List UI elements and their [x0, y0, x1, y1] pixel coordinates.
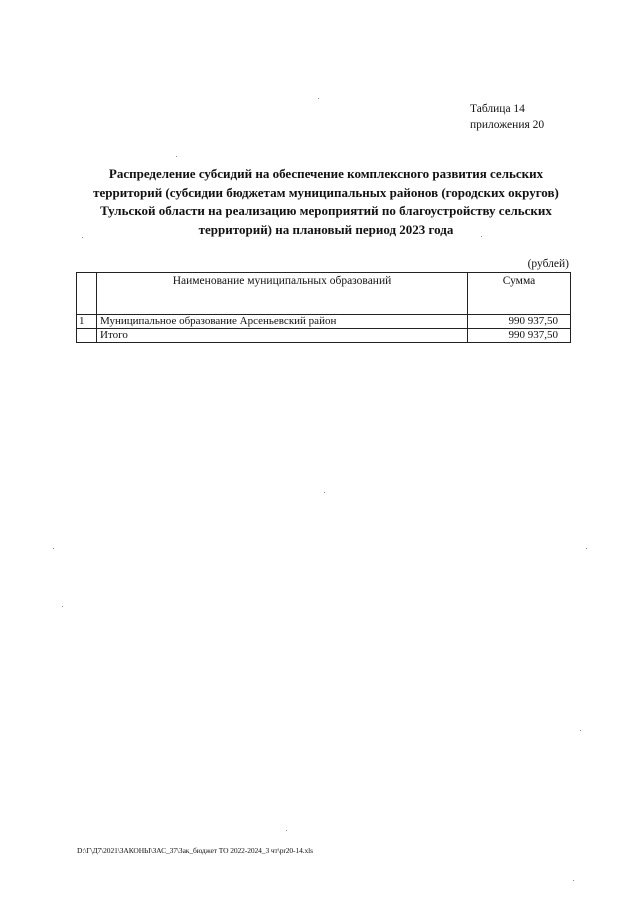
row-name: Муниципальное образование Арсеньевский район [97, 315, 468, 329]
scan-speck [82, 237, 83, 238]
title-line-3: Тульской области на реализацию мероприятий по благоустройству сельских [100, 203, 552, 218]
scan-speck [53, 548, 54, 549]
row-sum: 990 937,50 [468, 329, 571, 343]
row-number [77, 329, 97, 343]
scan-speck [586, 548, 587, 549]
subsidy-table [76, 272, 571, 343]
scan-speck [573, 880, 574, 881]
header-name: Наименование муниципальных образований [97, 273, 468, 315]
total-row [77, 329, 571, 343]
title-line-1: Распределение субсидий на обеспечение комплексного развития сельских [108, 166, 544, 181]
scan-speck [286, 830, 287, 831]
scan-speck [176, 156, 177, 157]
header-number [77, 273, 97, 315]
table-reference [470, 101, 544, 133]
appendix-number: приложения 20 [470, 119, 545, 131]
table-header-row [77, 273, 571, 315]
document-title [82, 165, 570, 239]
scan-speck [62, 606, 63, 607]
scan-speck [324, 492, 325, 493]
header-sum: Сумма [468, 273, 571, 315]
unit-label: (рублей) [527, 258, 569, 270]
title-line-4: территорий) на плановый период 2023 года [198, 221, 454, 237]
row-name: Итого [97, 329, 468, 343]
title-line-2: территорий (субсидии бюджетам муниципальных районов (городских округов) [93, 184, 559, 200]
table-number: Таблица 14 [470, 103, 525, 115]
file-path-footer: D:\Г\Д7\2021\ЗАКОНЫ\ЗАС_37\Зак_бюджет ТО 2022-2024_3 чт\pr20-14.xls [77, 846, 313, 855]
row-number: 1 [77, 315, 97, 329]
scan-speck [580, 730, 581, 731]
scan-speck [318, 98, 319, 99]
scan-speck [481, 236, 482, 237]
row-sum: 990 937,50 [468, 315, 571, 329]
table-row [77, 315, 571, 329]
